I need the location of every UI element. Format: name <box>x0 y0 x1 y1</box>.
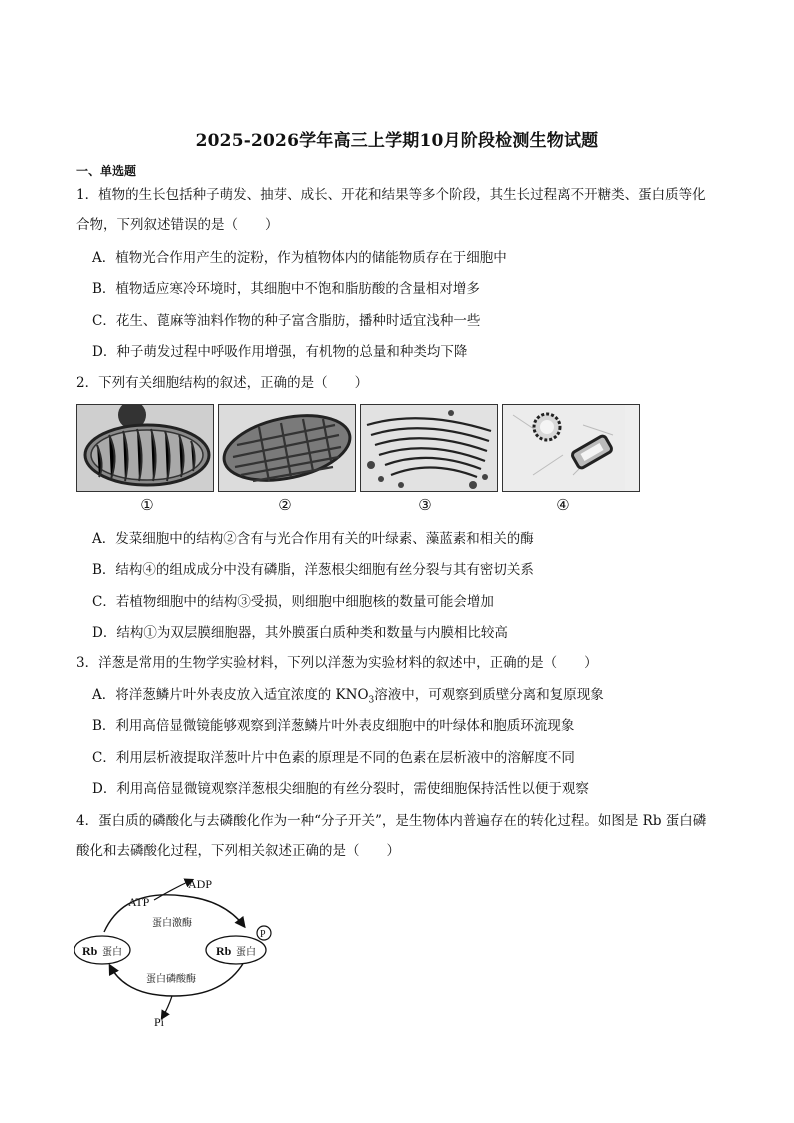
q3-option-a-sub: 3 <box>368 695 375 706</box>
q3-option-c: C．利用层析液提取洋葱叶片中色素的原理是不同的色素在层析液中的溶解度不同 <box>92 750 575 766</box>
q2-option-b: B．结构④的组成成分中没有磷脂，洋葱根尖细胞有丝分裂与其有密切关系 <box>92 562 534 578</box>
q3-option-a-post: 溶液中，可观察到质壁分离和复原现象 <box>374 687 604 703</box>
kinase-label: 蛋白激酶 <box>152 918 192 929</box>
rb-phosphorylation-diagram <box>74 870 294 1030</box>
section-heading: 一、单选题 <box>76 164 137 178</box>
phosphatase-label: 蛋白磷酸酶 <box>146 974 196 985</box>
atp-adp-arrow <box>154 880 192 900</box>
q1-stem-line1: 1．植物的生长包括种子萌发、抽芽、成长、开花和结果等多个阶段，其生长过程离不开糖类、蛋白质等化 <box>76 187 706 203</box>
rb-left-sub: 蛋白 <box>102 947 122 958</box>
q3-option-a-pre: A．将洋葱鳞片叶外表皮放入适宜浓度的 KNO <box>92 687 369 703</box>
q3-option-a <box>92 685 732 711</box>
figure-chloroplast <box>218 404 356 492</box>
q3-stem: 3．洋葱是常用的生物学实验材料，下列以洋葱为实验材料的叙述中，正确的是（ ） <box>76 655 598 671</box>
q4-stem-line2: 酸化和去磷酸化过程，下列相关叙述正确的是（ ） <box>76 843 400 859</box>
figure-golgi-apparatus <box>360 404 498 492</box>
q2-option-d: D．结构①为双层膜细胞器，其外膜蛋白质种类和数量与内膜相比较高 <box>92 625 508 641</box>
q3-option-b: B．利用高倍显微镜能够观察到洋葱鳞片叶外表皮细胞中的叶绿体和胞质环流现象 <box>92 718 575 734</box>
figure-label-2: ② <box>278 496 292 514</box>
q2-stem: 2．下列有关细胞结构的叙述，正确的是（ ） <box>76 375 369 391</box>
figure-centrosome <box>502 404 640 492</box>
pi-label: Pi <box>154 1015 165 1029</box>
figure-mitochondrion <box>76 404 214 492</box>
rb-right-label: Rb <box>216 944 232 958</box>
adp-label: ADP <box>188 877 213 891</box>
phosphate-label: P <box>260 929 266 940</box>
q1-stem-line2: 合物，下列叙述错误的是（ ） <box>76 217 279 233</box>
q2-figure-row <box>76 404 624 492</box>
q4-stem-line1: 4．蛋白质的磷酸化与去磷酸化作为一种“分子开关”，是生物体内普遍存在的转化过程。如图是 Rb 蛋白磷 <box>76 813 707 829</box>
q2-option-a: A．发菜细胞中的结构②含有与光合作用有关的叶绿素、藻蓝素和相关的酶 <box>92 531 534 547</box>
q1-option-c: C．花生、蓖麻等油料作物的种子富含脂肪，播种时适宜浅种一些 <box>92 313 481 329</box>
q2-option-c: C．若植物细胞中的结构③受损，则细胞中细胞核的数量可能会增加 <box>92 594 494 610</box>
q3-option-d: D．利用高倍显微镜观察洋葱根尖细胞的有丝分裂时，需使细胞保持活性以便于观察 <box>92 781 589 797</box>
q1-option-b: B．植物适应寒冷环境时，其细胞中不饱和脂肪酸的含量相对增多 <box>92 281 480 297</box>
rb-right-sub: 蛋白 <box>236 947 256 958</box>
figure-label-1: ① <box>140 496 154 514</box>
page-title: 2025-2026学年高三上学期10月阶段检测生物试题 <box>195 131 599 151</box>
atp-label: ATP <box>128 895 150 909</box>
figure-label-4: ④ <box>556 496 570 514</box>
figure-label-3: ③ <box>418 496 432 514</box>
q1-option-d: D．种子萌发过程中呼吸作用增强，有机物的总量和种类均下降 <box>92 344 468 360</box>
q1-option-a: A．植物光合作用产生的淀粉，作为植物体内的储能物质存在于细胞中 <box>92 250 507 266</box>
rb-left-label: Rb <box>82 944 98 958</box>
